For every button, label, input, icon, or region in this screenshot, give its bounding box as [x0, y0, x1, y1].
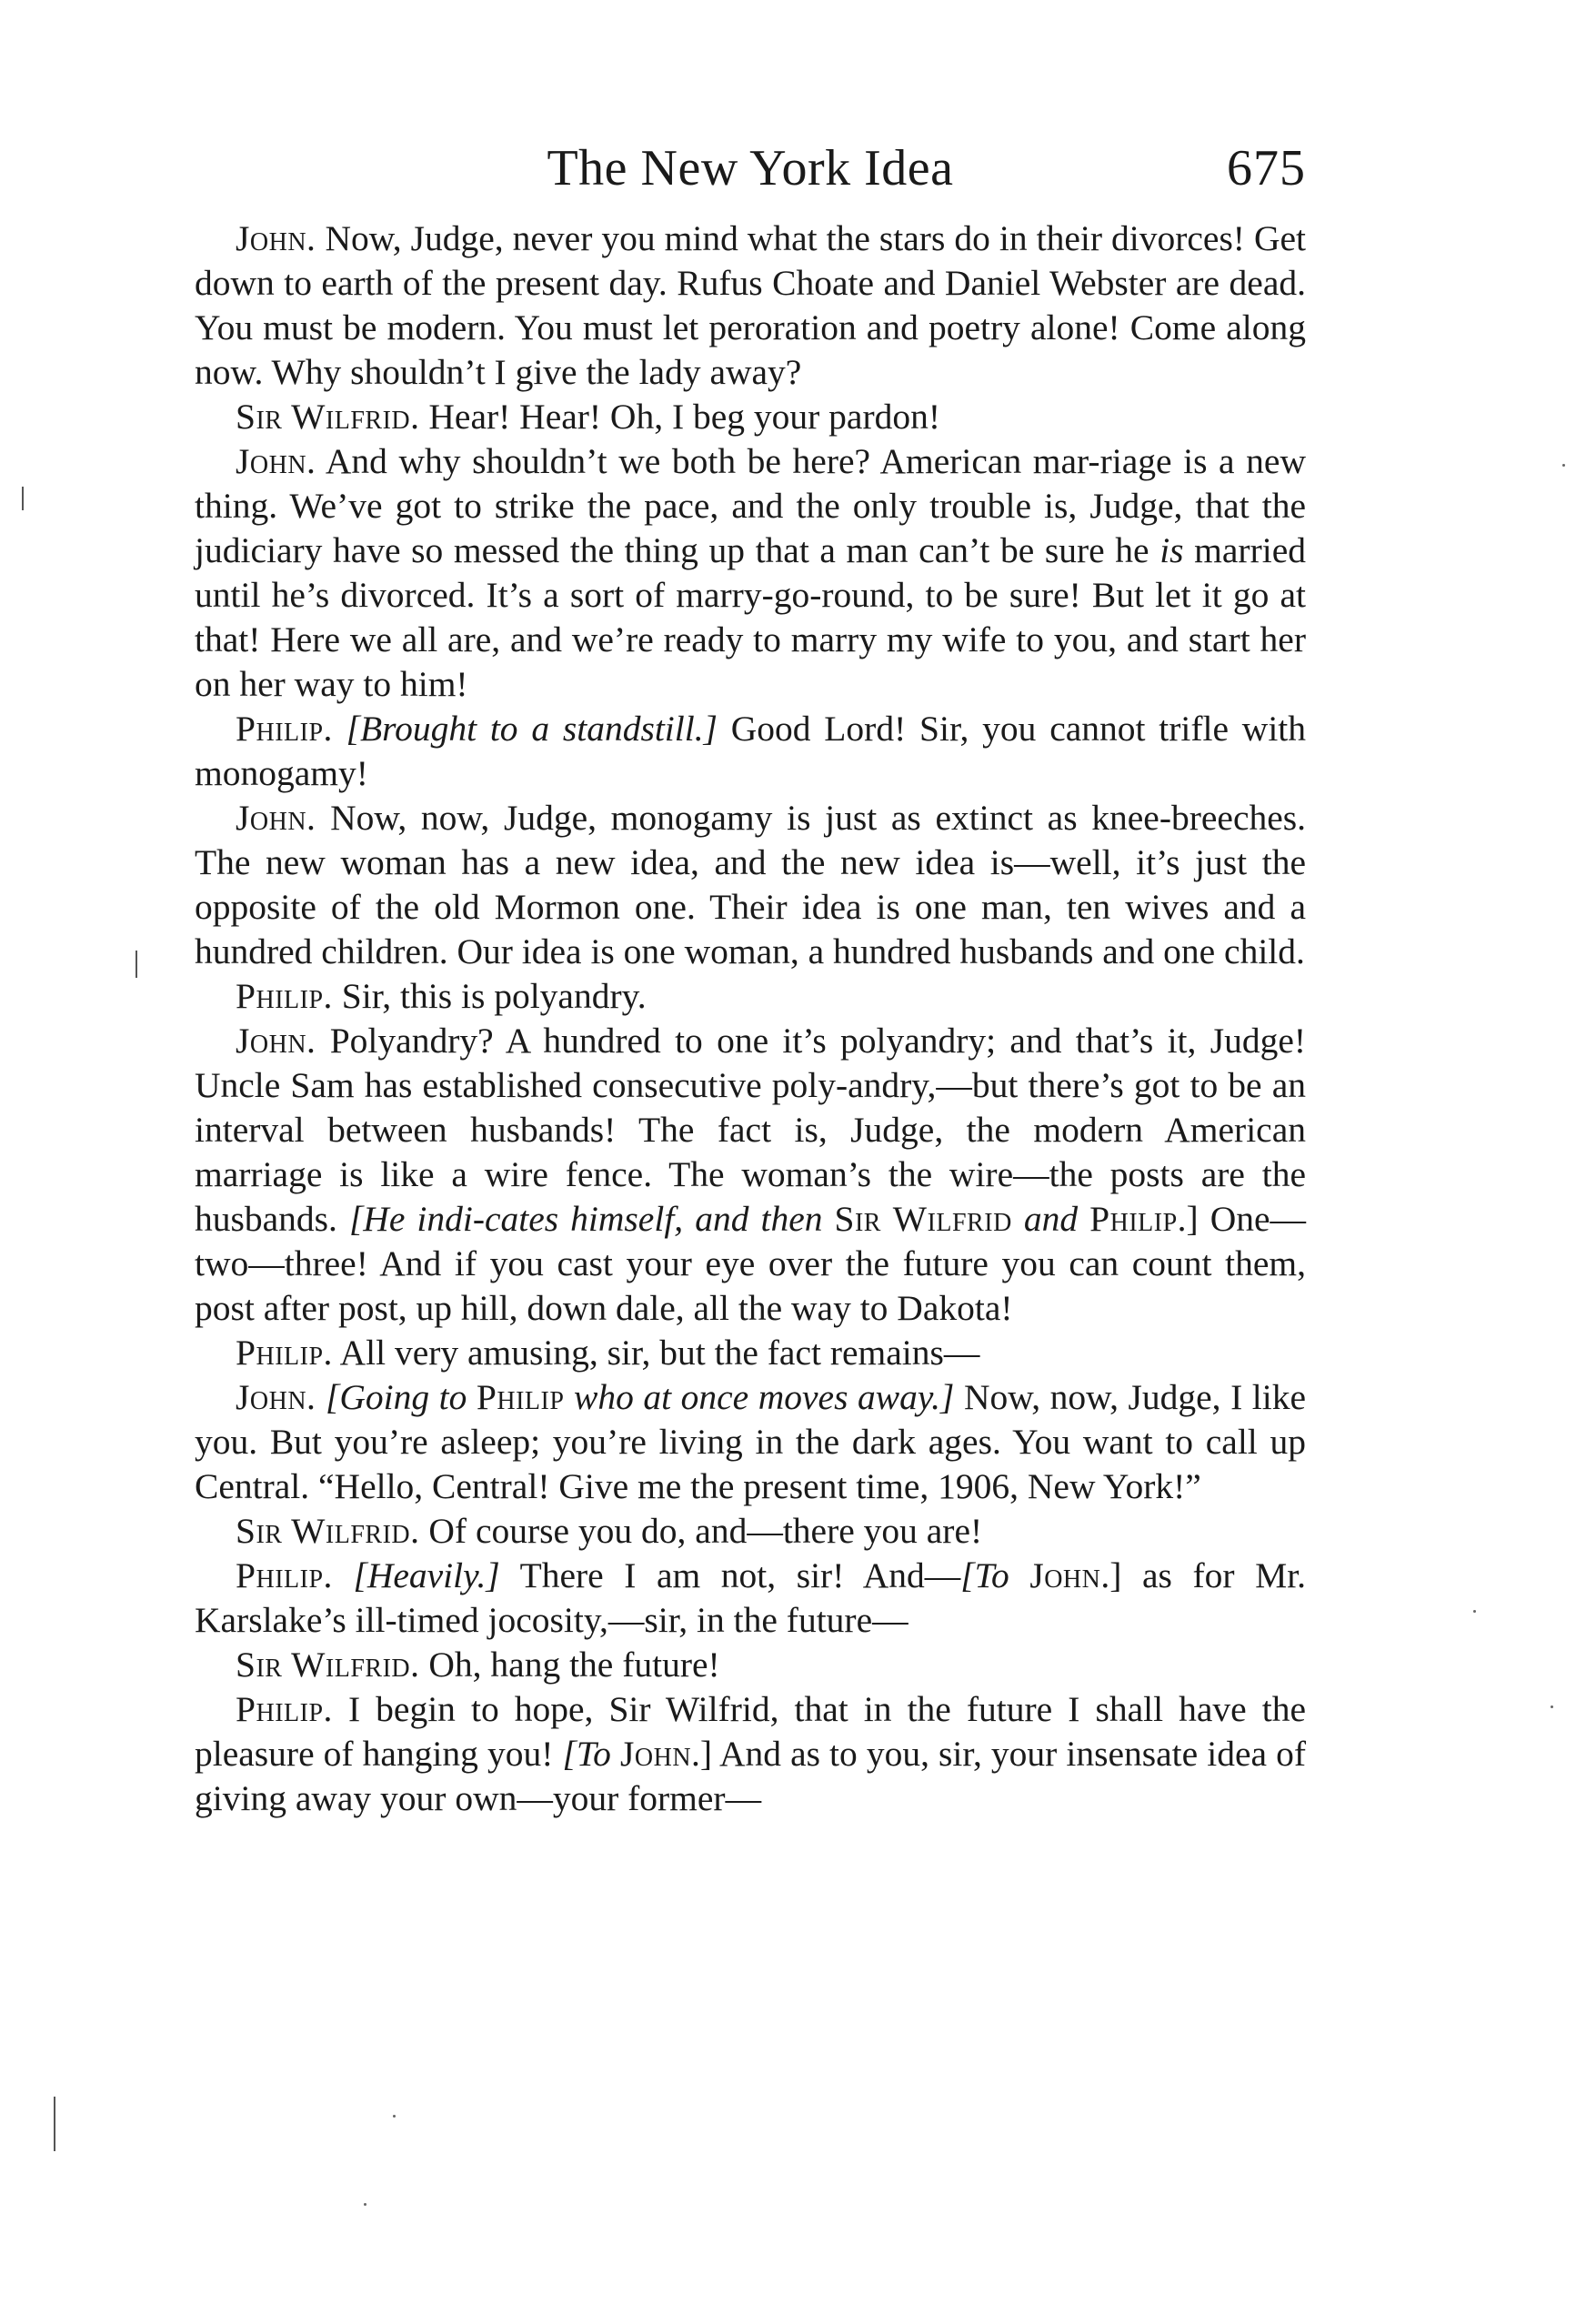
running-title: The New York Idea: [547, 140, 954, 196]
scan-dot: [1551, 1705, 1553, 1708]
stage-direction: [Going to: [325, 1377, 467, 1417]
speech-philip-1: [195, 707, 1306, 796]
scan-mark: [22, 487, 24, 510]
speaker-name: John.: [236, 1021, 316, 1061]
stage-character-name: Philip: [476, 1377, 565, 1417]
stage-direction-close: .]: [1177, 1199, 1199, 1239]
speech-text: There I am not, sir! And—: [519, 1555, 961, 1595]
speech-text: married until he’s divorced. It’s a sort of marry-go-round, to be sure! But let it go at that! Here we all are, and we’re ready to marry my wife to you, and start her on her way to him!: [195, 530, 1306, 704]
speech-text: as for Mr. Karslake’s ill-timed jocosity,—sir, in the future—: [195, 1555, 1307, 1640]
speech-sir-wilfrid-3: [195, 1643, 1306, 1687]
speech-philip-4: [195, 1554, 1306, 1643]
speech-text: And why shouldn’t we both be here? American mar-riage is a new thing. We’ve got to strike the pace, and the only trouble is, Judge, that the judiciary have so messed the thing up that a man can’t be sure he: [195, 441, 1306, 570]
scan-dot: [393, 2115, 396, 2118]
speech-text: Now, now, Judge, monogamy is just as extinct as knee-breeches. The new woman has a new idea, and the new idea is—well, it’s just the opposite of the old Mormon one. Their idea is one man, ten wives and a hundred children. Our idea is one woman, a hundred husbands and one child.: [195, 798, 1307, 971]
stage-direction: [Heavily.]: [353, 1555, 500, 1595]
speech-john-1: [195, 216, 1306, 395]
speaker-name: Philip.: [236, 1555, 333, 1595]
scan-dot: [1562, 464, 1565, 467]
speech-text: Now, Judge, never you mind what the stars do in their divorces! Get down to earth of the present day. Rufus Choate and Daniel Webster are dead. You must be modern. You must let peroration and poetry alone! Come along now. Why shouldn’t I give the lady away?: [195, 218, 1307, 392]
speech-sir-wilfrid-2: [195, 1509, 1306, 1554]
stage-direction: who at once moves away.]: [573, 1377, 955, 1417]
speech-text: Now, now, Judge, I like you. But you’re asleep; you’re living in the dark ages. You want to call up Central. “Hello, Central! Give me the present time, 1906, New York!”: [195, 1377, 1307, 1506]
speech-text: Of course you do, and—there you are!: [428, 1511, 983, 1551]
speaker-name: John.: [236, 441, 316, 481]
speech-text: Hear! Hear! Oh, I beg your pardon!: [428, 397, 941, 437]
scan-mark: [54, 2097, 55, 2151]
speaker-name: Philip.: [236, 709, 333, 749]
stage-direction: [Brought to a standstill.]: [346, 709, 718, 749]
speech-john-2: [195, 439, 1306, 707]
stage-character-name: John: [1029, 1555, 1101, 1595]
speaker-name: John.: [236, 1377, 316, 1417]
scan-dot: [1473, 1610, 1476, 1613]
stage-character-name: Philip: [1089, 1199, 1178, 1239]
speech-text: Polyandry? A hundred to one it’s polyandry; and that’s it, Judge! Uncle Sam has established consecutive poly-andry,—but there’s got to be an interval between husbands! The fact is, Judge, the modern American marriage is like a wire fence. The woman’s the wire—the posts are the husbands.: [195, 1021, 1306, 1239]
stage-direction: and: [1023, 1199, 1079, 1239]
speech-john-5: [195, 1375, 1306, 1509]
speaker-name: Philip.: [236, 976, 333, 1016]
speech-text: Sir, this is polyandry.: [341, 976, 647, 1016]
stage-character-name: John: [620, 1734, 692, 1774]
speaker-name: Philip.: [236, 1333, 333, 1373]
speaker-name: Sir Wilfrid.: [236, 397, 420, 437]
speech-text: And as to you, sir, your insensate idea of giving away your own—your former—: [195, 1734, 1307, 1818]
speaker-name: Sir Wilfrid.: [236, 1645, 420, 1685]
speech-text: Good Lord! Sir, you cannot trifle with monogamy!: [195, 709, 1307, 793]
speech-john-4: [195, 1019, 1306, 1331]
speech-philip-3: [195, 1331, 1306, 1375]
stage-direction-close: .]: [691, 1734, 713, 1774]
stage-direction-close: .]: [1100, 1555, 1122, 1595]
speaker-name: Philip.: [236, 1689, 333, 1729]
speech-text: I begin to hope, Sir Wilfrid, that in the future I shall have the pleasure of hanging you!: [195, 1689, 1306, 1774]
speech-philip-2: [195, 974, 1306, 1019]
running-head: [195, 136, 1306, 200]
speech-text: Oh, hang the future!: [428, 1645, 720, 1685]
page-number: 675: [1227, 140, 1306, 196]
speech-sir-wilfrid-1: [195, 395, 1306, 439]
stage-direction: [To: [562, 1734, 611, 1774]
stage-character-name: Sir Wilfrid: [834, 1199, 1012, 1239]
speech-text: All very amusing, sir, but the fact remains—: [339, 1333, 980, 1373]
scan-mark: [136, 951, 137, 978]
emphasis-word: is: [1159, 530, 1184, 570]
speaker-name: Sir Wilfrid.: [236, 1511, 420, 1551]
speech-john-3: [195, 796, 1306, 974]
speech-text: One—two—three! And if you cast your eye over the future you can count them, post after post, up hill, down dale, all the way to Dakota!: [195, 1199, 1307, 1328]
speech-philip-5: [195, 1687, 1306, 1821]
speaker-name: John.: [236, 218, 316, 258]
stage-direction: [To: [960, 1555, 1009, 1595]
dialogue-text: [195, 216, 1306, 1821]
scan-dot: [364, 2203, 366, 2206]
stage-direction: [He indi-cates himself, and then: [348, 1199, 823, 1239]
speaker-name: John.: [236, 798, 316, 838]
